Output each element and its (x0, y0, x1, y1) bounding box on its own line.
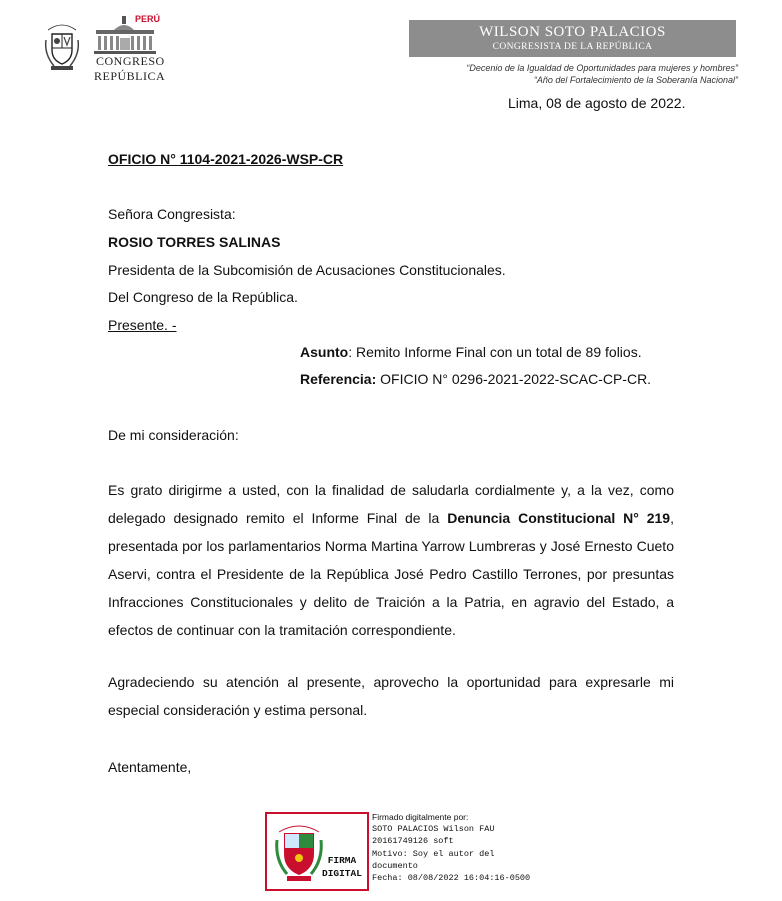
congreso-wordmark: CONGRESO (96, 54, 165, 68)
letter-date: Lima, 08 de agosto de 2022. (508, 95, 686, 111)
asunto-line (300, 344, 642, 360)
body-1-part-c: , presentada por los parlamentarios Norma Martina Yarrow Lumbreras y José Ernesto Cueto Aservi, contra el Presidente de la República José Pedro Castillo Terrones, por presuntas Infracciones Constitucionales y delito de Traición a la Patria, en agravio del Estado, a efectos de continuar con la tramitación correspondiente. (108, 510, 674, 638)
denuncia-reference: Denuncia Constitucional N° 219 (447, 510, 671, 526)
recipient-role: Presidenta de la Subcomisión de Acusaciones Constitucionales. (108, 262, 506, 278)
sig-line-3: 20161749126 soft (372, 836, 454, 847)
body-paragraph-2: Agradeciendo su atención al presente, aprovecho la oportunidad para expresarle mi especial consideración y estima personal. (108, 674, 674, 718)
banner-name: WILSON SOTO PALACIOS (479, 24, 666, 40)
sig-line-1: Firmado digitalmente por: (372, 812, 469, 822)
body-1-part-a: Es grato dirigirme a usted, con la finalidad de saludarla cordialmente y, a la vez, como delegado designado remito el Informe Final de la (108, 482, 674, 526)
motto-line-1: “Decenio de la Igualdad de Oportunidades para mujeres y hombres” (466, 63, 738, 73)
motto-line-2: “Año del Fortalecimiento de la Soberanía Nacional” (533, 75, 738, 85)
referencia-label: Referencia: (300, 371, 377, 387)
sig-line-6: Fecha: 08/08/2022 16:04:16-0500 (372, 873, 531, 884)
congressman-banner (409, 20, 736, 57)
sig-line-4: Motivo: Soy el autor del (372, 848, 495, 859)
seal-label (322, 854, 362, 880)
signature-details (372, 811, 530, 884)
peru-tag: PERÚ (135, 14, 161, 24)
digital-signature-seal (265, 812, 369, 891)
greeting: De mi consideración: (108, 427, 239, 443)
banner-role: CONGRESISTA DE LA REPÚBLICA (492, 42, 653, 52)
recipient-org: Del Congreso de la República. (108, 289, 298, 305)
sig-line-5: documento (372, 860, 418, 871)
oficio-number: OFICIO N° 1104-2021-2026-WSP-CR (108, 151, 344, 167)
presente: Presente. - (108, 317, 177, 333)
peru-shield-icon (273, 820, 325, 884)
republica-wordmark: REPÚBLICA (94, 69, 166, 83)
asunto-text: : Remito Informe Final con un total de 89 folios. (348, 344, 642, 360)
sig-line-2: SOTO PALACIOS Wilson FAU (372, 824, 495, 835)
closing: Atentamente, (108, 759, 192, 775)
referencia-text: OFICIO N° 0296-2021-2022-SCAC-CP-CR. (376, 371, 652, 387)
body-paragraph-1 (108, 476, 674, 644)
salutation: Señora Congresista: (108, 206, 236, 222)
referencia-line (300, 371, 651, 387)
recipient-name: ROSIO TORRES SALINAS (108, 234, 281, 250)
asunto-label: Asunto (300, 344, 349, 360)
seal-firma: FIRMA (327, 855, 357, 866)
seal-digital: DIGITAL (322, 868, 362, 879)
coat-of-arms-icon (42, 18, 82, 76)
